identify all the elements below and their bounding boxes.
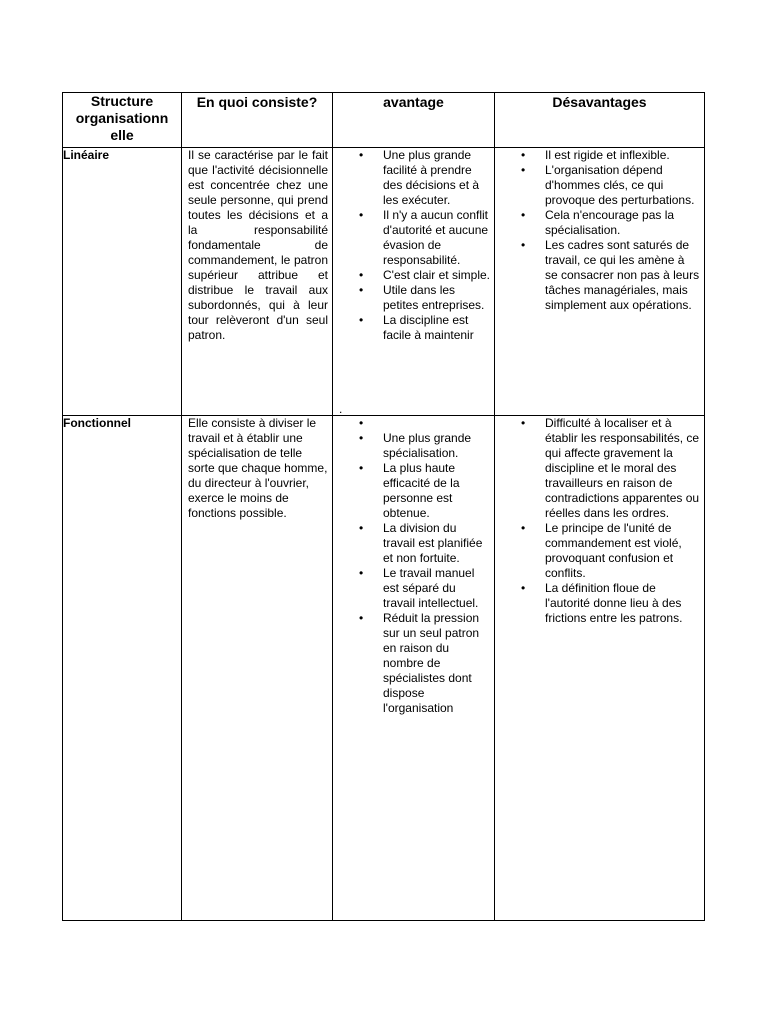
advantages-list (333, 416, 494, 752)
list-item: • Réduit la pression sur un seul patron en raison du nombre de spécialistes dont dispose l'organisation (383, 611, 490, 716)
list-item: • Le travail manuel est séparé du travail intellectuel. (383, 566, 490, 611)
organisation-structures-table (62, 92, 705, 921)
list-item: • Cela n'encourage pas la spécialisation. (545, 208, 700, 238)
list-item: • La division du travail est planifiée et non fortuite. (383, 521, 490, 566)
description-cell (182, 416, 333, 921)
list-item: • Utile dans les petites entreprises. (383, 283, 490, 313)
table-row (63, 416, 705, 921)
list-item: • Il est rigide et inflexible. (545, 148, 700, 163)
header-avantage: avantage (333, 93, 495, 148)
disadvantages-cell (495, 416, 705, 921)
list-item: • Une plus grande spécialisation. (383, 431, 490, 461)
row-label-lineaire: Linéaire (63, 148, 182, 416)
stray-dot: . (339, 402, 343, 416)
table-header-row (63, 93, 705, 148)
table-row (63, 148, 705, 416)
disadvantages-cell (495, 148, 705, 416)
header-structure: Structure organisationn elle (63, 93, 182, 148)
list-item: • Il n'y a aucun conflit d'autorité et aucune évasion de responsabilité. (383, 208, 490, 268)
list-item: • C'est clair et simple. (383, 268, 490, 283)
advantages-cell (333, 416, 495, 921)
list-item: • Le principe de l'unité de commandement est violé, provoquant confusion et conflits. (545, 521, 700, 581)
list-item: • L'organisation dépend d'hommes clés, ce qui provoque des perturbations. (545, 163, 700, 208)
disadvantages-list (495, 416, 704, 632)
description-cell (182, 148, 333, 416)
header-en-quoi-consiste: En quoi consiste? (182, 93, 333, 148)
list-item: • La définition floue de l'autorité donne lieu à des frictions entre les patrons. (545, 581, 700, 626)
row-label-fonctionnel: Fonctionnel (63, 416, 182, 921)
list-item: • Une plus grande facilité à prendre des décisions et à les exécuter. (383, 148, 490, 208)
list-item (383, 416, 490, 431)
header-desavantages: Désavantages (495, 93, 705, 148)
description-text: Il se caractérise par le fait que l'activité décisionnelle est concentrée chez une seule personne, qui prend toutes les décisions et a la responsabilité fondamentale de commandement, le patron supérieur attribue et distribue le travail aux subordonnés, qui à leur tour relèveront d'un seul patron. (188, 148, 328, 342)
list-item: • La discipline est facile à maintenir (383, 313, 490, 343)
list-item: • Les cadres sont saturés de travail, ce qui les amène à se consacrer non pas à leurs tâches managériales, mais simplement aux opérations. (545, 238, 700, 313)
description-text: Elle consiste à diviser le travail et à établir une spécialisation de telle sorte que chaque homme, du directeur à l'ouvrier, exerce le moins de fonctions possible. (188, 416, 328, 520)
list-item: • La plus haute efficacité de la personne est obtenue. (383, 461, 490, 521)
advantages-cell (333, 148, 495, 416)
advantages-list (333, 148, 494, 343)
list-item: • Difficulté à localiser et à établir les responsabilités, ce qui affecte gravement la discipline et le moral des travailleurs en raison de contradictions apparentes ou réelles dans les ordres. (545, 416, 700, 521)
disadvantages-list (495, 148, 704, 313)
